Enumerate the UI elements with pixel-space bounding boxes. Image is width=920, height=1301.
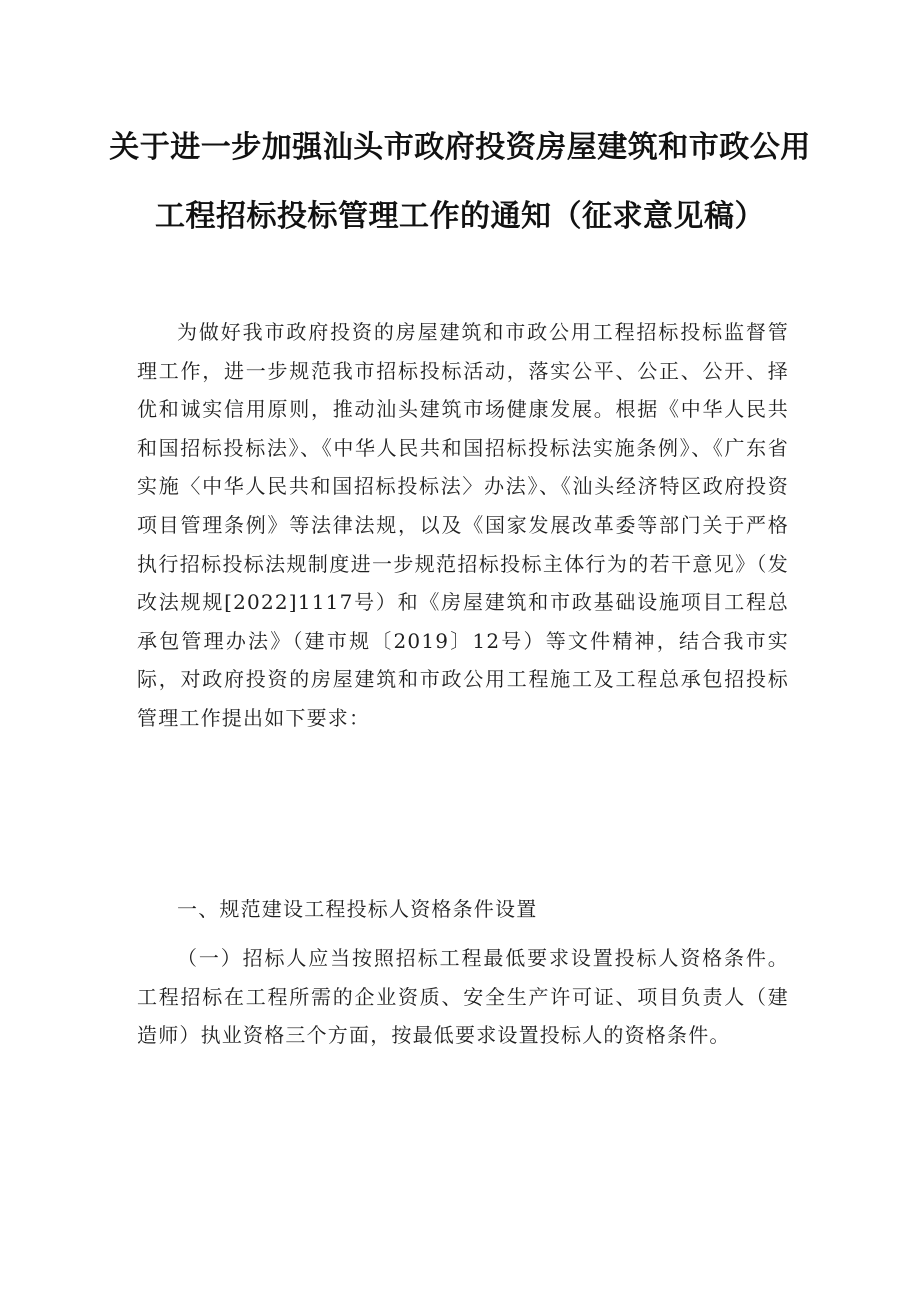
section-one (137, 890, 789, 928)
document-title-line-2: 工程招标投标管理工作的通知（征求意见稿） (155, 199, 765, 234)
section-one-heading: 一、规范建设工程投标人资格条件设置 (177, 897, 538, 921)
item-one-section (137, 939, 789, 1055)
intro-paragraph: 为做好我市政府投资的房屋建筑和市政公用工程招标投标监督管理工作，进一步规范我市招标投标活动，落实公平、公正、公开、择优和诚实信用原则，推动汕头建筑市场健康发展。根据《中华人民共和国招标投标法》、《中华人民共和国招标投标法实施条例》、《广东省实施〈中华人民共和国招标投标法〉办法》、《汕头经济特区政府投资项目管理条例》等法律法规，以及《国家发展改革委等部门关于严格执行招标投标法规制度进一步规范招标投标主体行为的若干意见》（发改法规规[2022]1117号）和《房屋建筑和市政基础设施项目工程总承包管理办法》（建市规〔2019〕12号）等文件精神，结合我市实际，对政府投资的房屋建筑和市政公用工程施工及工程总承包招投标管理工作提出如下要求： (137, 320, 789, 730)
item-one-paragraph: （一）招标人应当按照招标工程最低要求设置投标人资格条件。工程招标在工程所需的企业资质、安全生产许可证、项目负责人（建造师）执业资格三个方面，按最低要求设置投标人的资格条件。 (137, 946, 789, 1048)
intro-section (137, 313, 789, 738)
document-title-line-1: 关于进一步加强汕头市政府投资房屋建筑和市政公用 (109, 130, 811, 165)
